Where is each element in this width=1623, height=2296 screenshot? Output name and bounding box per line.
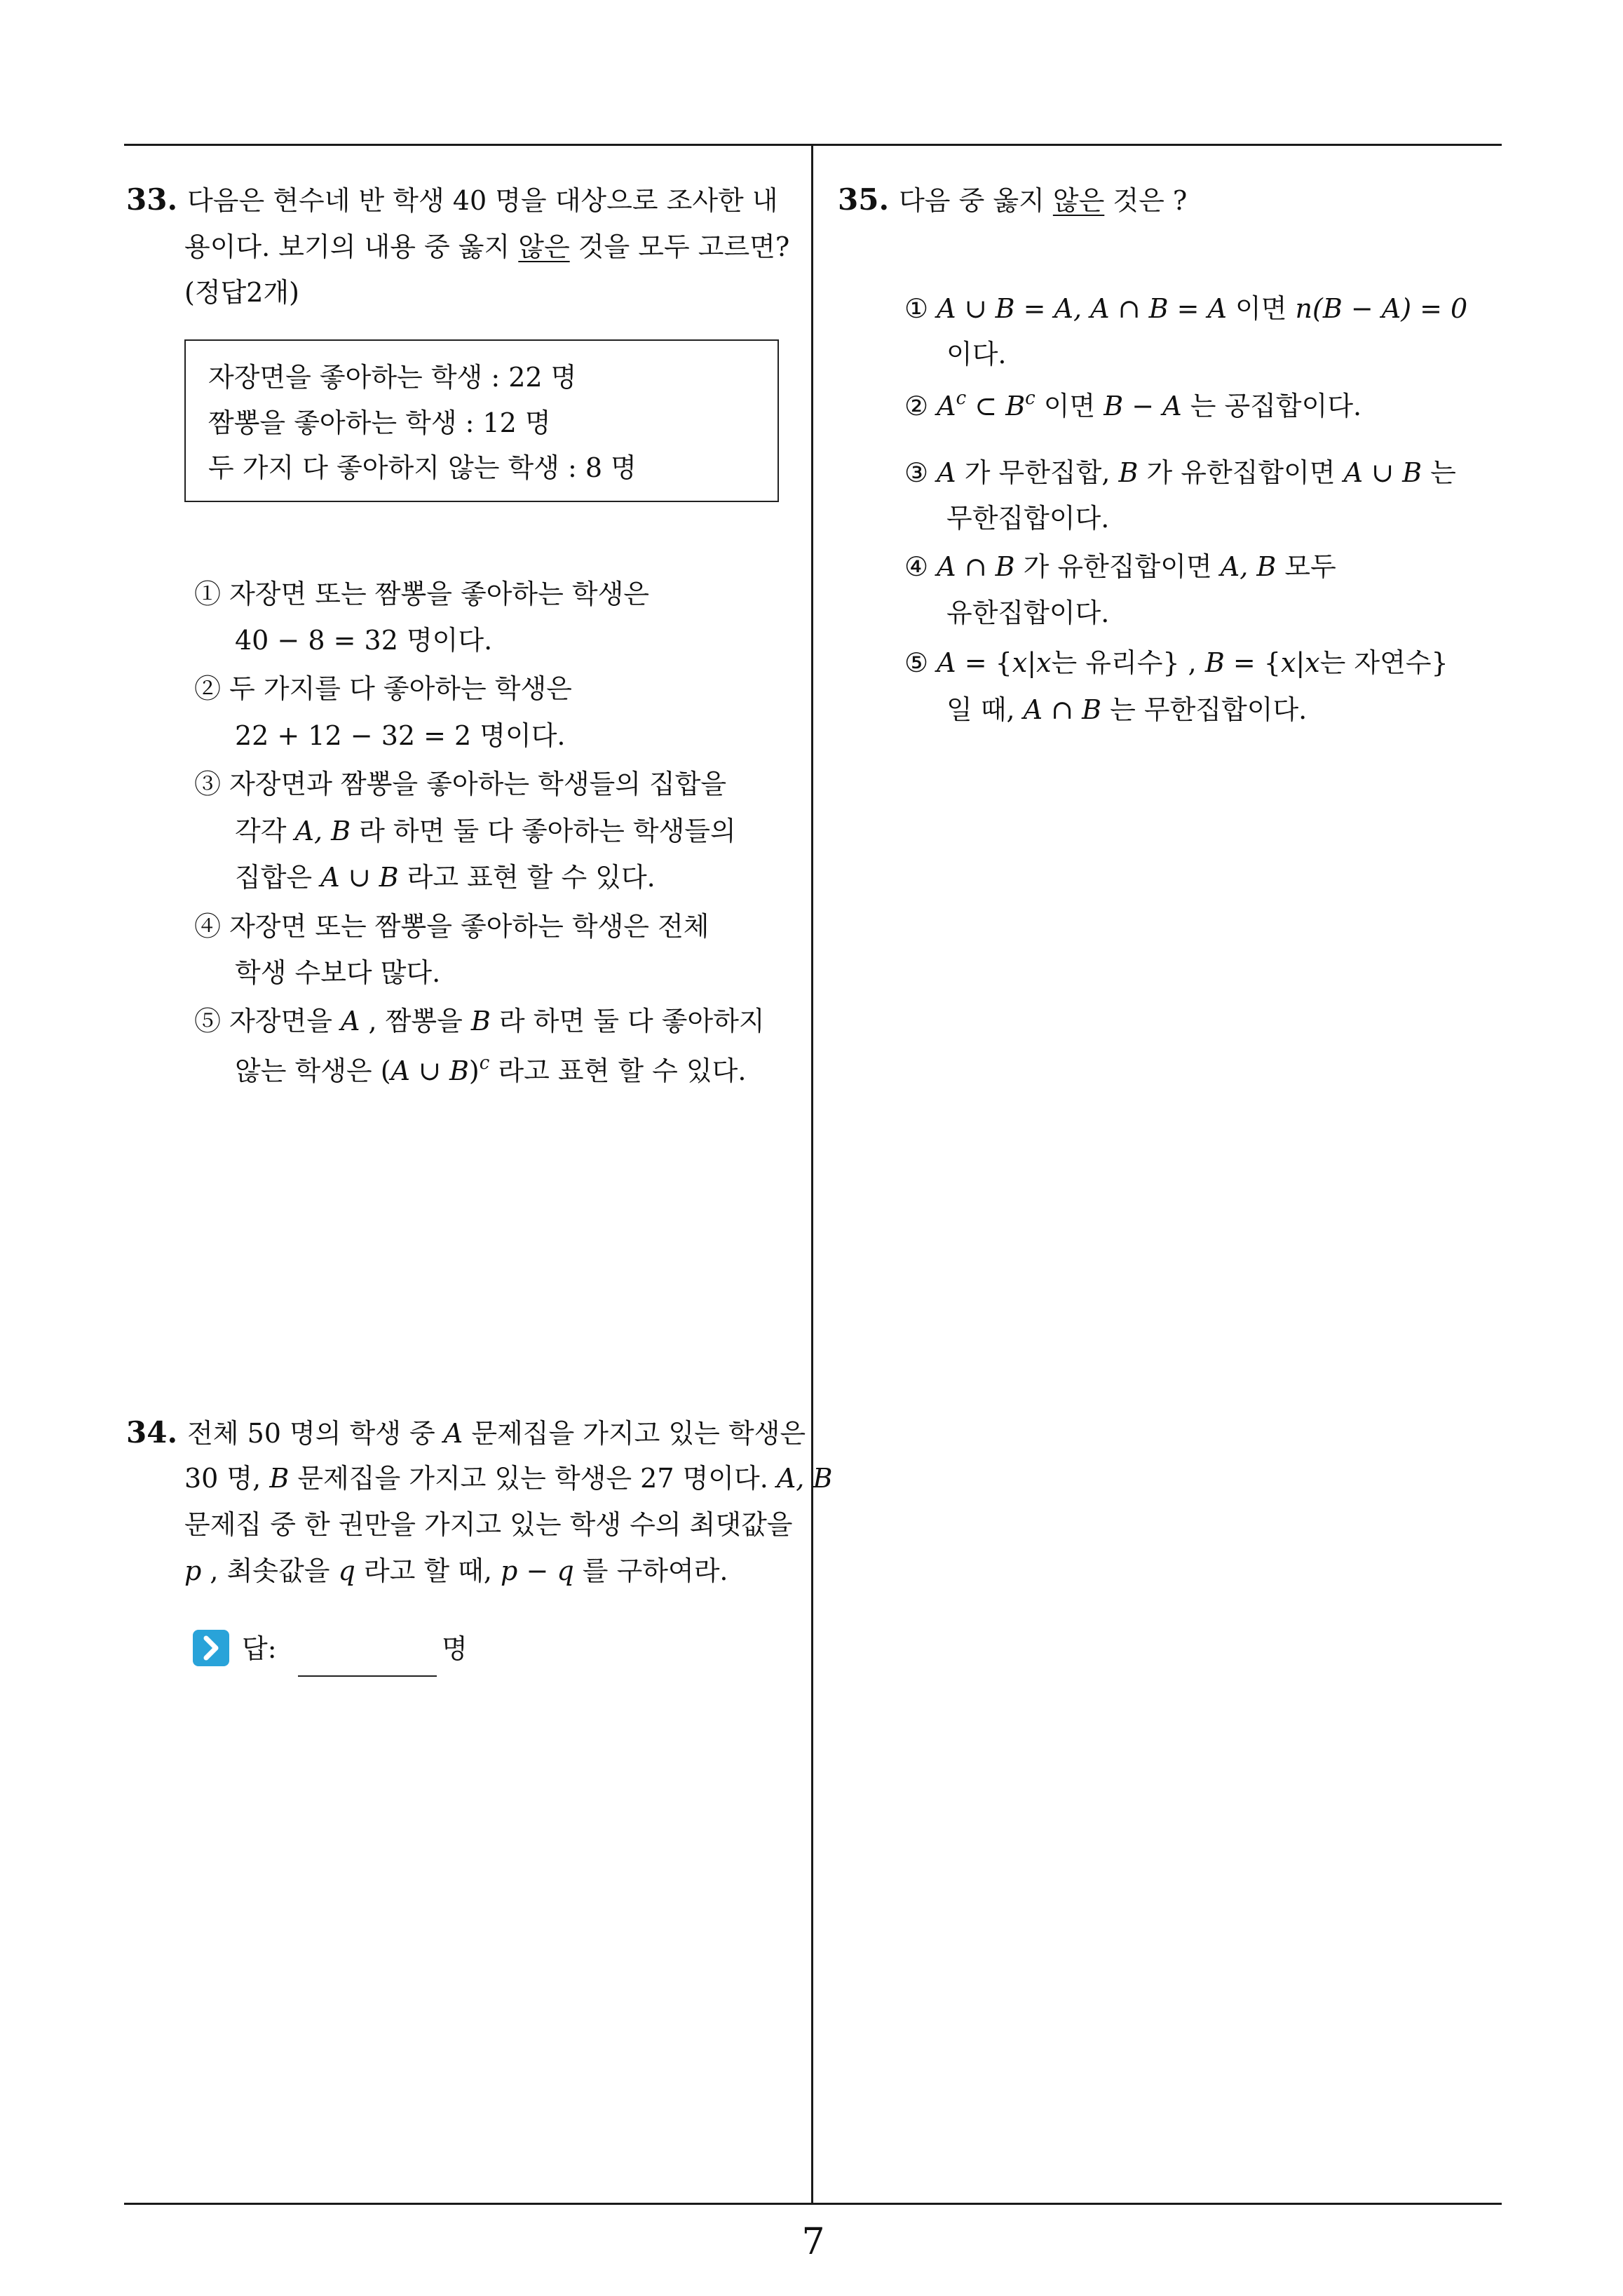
- q35-option4-line2: 유한집합이다.: [946, 597, 1110, 628]
- q35-title: 35. 다음 중 옳지 않은 것은 ?: [838, 182, 1188, 217]
- q35-option5-line2: 일 때, A ∩ B 는 무한집합이다.: [946, 694, 1308, 725]
- q35-option5-line1: ⑤ A = {x|x는 유리수} , B = {x|x는 자연수}: [904, 647, 1448, 678]
- q33-line3: (정답2개): [184, 277, 299, 308]
- q33-option3-line3: 집합은 A ∪ B 라고 표현 할 수 있다.: [235, 862, 656, 893]
- chevron-right-icon: [193, 1630, 229, 1666]
- q33-option1-line1: ① 자장면 또는 짬뽕을 좋아하는 학생은: [194, 579, 650, 609]
- q35-option3-line2: 무한집합이다.: [946, 503, 1110, 534]
- q33-option2-line2: 22 + 12 − 32 = 2 명이다.: [235, 720, 566, 751]
- page-number: 7: [801, 2221, 825, 2263]
- q33-box-line1: 자장면을 좋아하는 학생 : 22 명: [208, 362, 577, 393]
- q34-answer-unit: 명: [442, 1633, 468, 1664]
- q33-number: 33.: [126, 182, 178, 217]
- q34-line1: 34. 전체 50 명의 학생 중 A 문제집을 가지고 있는 학생은: [126, 1415, 806, 1450]
- q35-number: 35.: [838, 182, 890, 217]
- q33-option3-line1: ③ 자장면과 짬뽕을 좋아하는 학생들의 집합을: [194, 769, 727, 799]
- q34-number: 34.: [126, 1415, 178, 1450]
- q34-answer-blank[interactable]: [298, 1675, 437, 1677]
- q33-option3-line2: 각각 A, B 라 하면 둘 다 좋아하는 학생들의: [235, 816, 736, 846]
- q35-option2: ② $A^c$ ⊂ $B^c$ 이면 B − A 는 공집합이다.: [904, 388, 1362, 421]
- q35-option3-line1: ③ A 가 무한집합, B 가 유한집합이면 A ∪ B 는: [904, 457, 1456, 488]
- column-divider: [811, 144, 813, 2204]
- bottom-rule: [124, 2203, 1502, 2205]
- q33-option2-line1: ② 두 가지를 다 좋아하는 학생은: [194, 673, 572, 704]
- q34-line2: 30 명, B 문제집을 가지고 있는 학생은 27 명이다. A, B: [184, 1463, 833, 1494]
- q34-answer-label: 답:: [242, 1633, 277, 1664]
- q35-option4-line1: ④ A ∩ B 가 유한집합이면 A, B 모두: [904, 551, 1336, 582]
- q33-box-line3: 두 가지 다 좋아하지 않는 학생 : 8 명: [208, 452, 637, 483]
- q33-option5-line2: 않는 학생은 (A ∪ B)$^c$ 라고 표현 할 수 있다.: [235, 1053, 747, 1086]
- q33-line2: 용이다. 보기의 내용 중 옳지 않은 것을 모두 고르면?: [184, 231, 790, 262]
- q33-option5-line1: ⑤ 자장면을 A , 짬뽕을 B 라 하면 둘 다 좋아하지: [194, 1006, 765, 1036]
- q34-line4: p , 최솟값을 q 라고 할 때, p − q 를 구하여라.: [184, 1555, 728, 1586]
- q33-option4-line1: ④ 자장면 또는 짬뽕을 좋아하는 학생은 전체: [194, 911, 709, 942]
- q33-option4-line2: 학생 수보다 많다.: [235, 957, 441, 988]
- q33-line1: 33. 다음은 현수네 반 학생 40 명을 대상으로 조사한 내: [126, 182, 778, 217]
- q33-option1-line2: 40 − 8 = 32 명이다.: [235, 625, 493, 656]
- q34-line3: 문제집 중 한 권만을 가지고 있는 학생 수의 최댓값을: [184, 1509, 793, 1540]
- q33-box-line2: 짬뽕을 좋아하는 학생 : 12 명: [208, 407, 551, 438]
- q35-option1-line1: ① A ∪ B = A, A ∩ B = A 이면 n(B − A) = 0: [904, 293, 1468, 324]
- q35-option1-line2: 이다.: [946, 339, 1007, 370]
